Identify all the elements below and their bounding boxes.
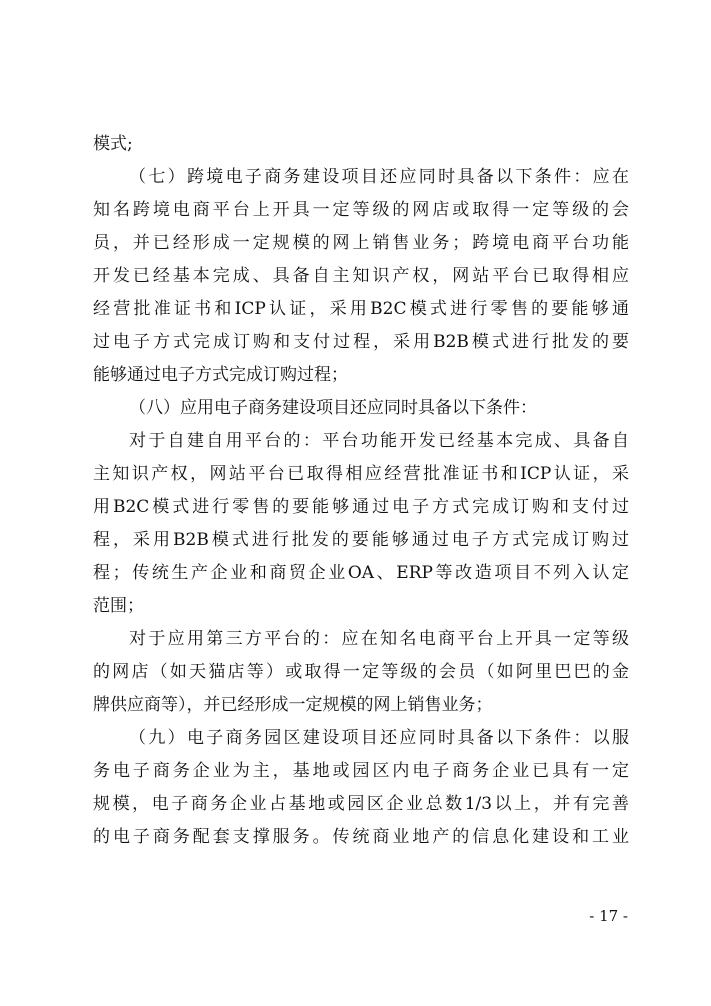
text-line: 开发已经基本完成、具备自主知识产权，网站平台已取得相应 [93, 266, 629, 286]
text-line: 的网店（如天猫店等）或取得一定等级的会员（如阿里巴巴的金 [93, 662, 629, 682]
text-line: 主知识产权，网站平台已取得相应经营批准证书和ICP认证，采 [93, 464, 629, 484]
text-line: （七）跨境电子商务建设项目还应同时具备以下条件：应在 [129, 167, 629, 187]
text-line: 用B2C模式进行零售的要能够通过电子方式完成订购和支付过 [93, 497, 629, 517]
text-line: 能够通过电子方式完成订购过程； [93, 365, 348, 385]
text-line: 牌供应商等），并已经形成一定规模的网上销售业务； [93, 695, 493, 715]
page-number: - 17 - [589, 907, 628, 925]
text-line: 模式; [93, 134, 133, 154]
text-line: 对于自建自用平台的：平台功能开发已经基本完成、具备自 [129, 431, 629, 451]
text-line: 范围； [93, 596, 144, 616]
text-line: 对于应用第三方平台的：应在知名电商平台上开具一定等级 [129, 629, 629, 649]
text-line: （九）电子商务园区建设项目还应同时具备以下条件：以服 [129, 728, 629, 748]
text-line: 的电子商务配套支撑服务。传统商业地产的信息化建设和工业 [93, 827, 629, 847]
text-line: 经营批准证书和ICP认证，采用B2C模式进行零售的要能够通 [93, 299, 629, 319]
text-line: 知名跨境电商平台上开具一定等级的网店或取得一定等级的会 [93, 200, 629, 220]
text-line: （八）应用电子商务建设项目还应同时具备以下条件： [129, 398, 537, 418]
text-line: 规模，电子商务企业占基地或园区企业总数1/3以上，并有完善 [93, 794, 629, 814]
text-line: 程，采用B2B模式进行批发的要能够通过电子方式完成订购过 [93, 530, 629, 550]
text-line: 过电子方式完成订购和支付过程，采用B2B模式进行批发的要 [93, 332, 629, 352]
text-line: 务电子商务企业为主，基地或园区内电子商务企业已具有一定 [93, 761, 629, 781]
text-line: 员，并已经形成一定规模的网上销售业务；跨境电商平台功能 [93, 233, 629, 253]
text-line: 程；传统生产企业和商贸企业OA、ERP等改造项目不列入认定 [93, 563, 629, 583]
body-text [93, 128, 629, 854]
